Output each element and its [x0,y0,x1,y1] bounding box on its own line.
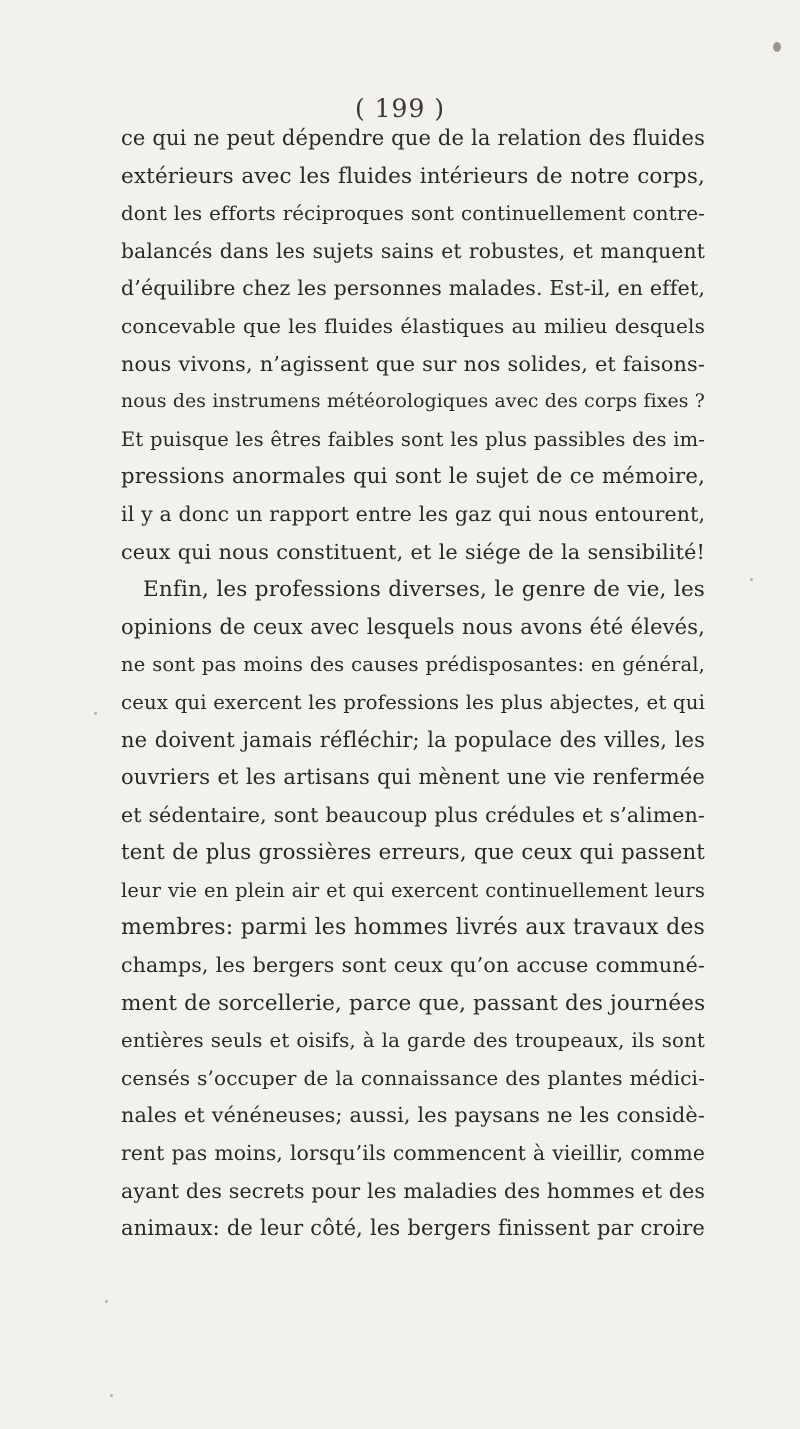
text-line: dont les efforts réciproques sont continuellement contre- [121,202,705,226]
page-number: ( 199 ) [354,94,446,123]
text-line: nales et vénéneuses; aussi, les paysans ne les considè- [121,1103,705,1128]
paper-speck [105,1300,108,1303]
text-line: ment de sorcellerie, parce que, passant des journées [121,990,706,1016]
text-line: concevable que les fluides élastiques au milieu desquels [121,313,705,338]
text-line: membres: parmi les hommes livrés aux travaux des [121,915,705,941]
text-line: ce qui ne peut dépendre que de la relation des fluides [121,126,705,150]
text-line: ouvriers et les artisans qui mènent une vie renfermée [121,765,705,790]
text-line: il y a donc un rapport entre les gaz qui nous entourent, [121,501,706,526]
text-line: Et puisque les êtres faibles sont les plus passibles des im- [121,427,705,451]
text-line: nous des instrumens météorologiques avec des corps fixes ? [121,391,705,413]
text-line: ceux qui exercent les professions les plus abjectes, et qui [121,690,706,714]
text-line: balancés dans les sujets sains et robustes, et manquent [121,238,705,263]
text-line: entières seuls et oisifs, à la garde des troupeaux, ils sont [121,1029,705,1053]
text-line: rent pas moins, lorsqu’ils commencent à vieillir, comme [121,1141,705,1166]
text-line: ne sont pas moins des causes prédisposantes: en général, [121,653,705,677]
paper-speck [773,42,781,52]
text-line: animaux: de leur côté, les bergers finissent par croire [121,1216,705,1241]
text-line: tent de plus grossières erreurs, que ceux qui passent [121,840,705,866]
text-line: nous vivons, n’agissent que sur nos solides, et faisons- [121,351,705,376]
text-line: opinions de ceux avec lesquels nous avons été élevés, [121,614,705,639]
paper-speck [94,712,97,715]
paper-speck [750,578,753,581]
text-line-indented: Enfin, les professions diverses, le genre de vie, les [143,577,705,603]
text-line: d’équilibre chez les personnes malades. Est-il, en effet, [121,276,705,301]
text-line: censés s’occuper de la connaissance des plantes médici- [121,1065,705,1090]
text-line: champs, les bergers sont ceux qu’on accuse communé- [121,953,705,978]
text-line: extérieurs avec les fluides intérieurs de notre corps, [121,163,705,189]
paper-speck [110,1394,113,1397]
text-line: ceux qui nous constituent, et le siége de la sensibilité! [121,539,705,564]
text-line: et sédentaire, sont beaucoup plus crédules et s’alimen- [121,802,705,827]
body-text [121,120,705,1248]
text-line: leur vie en plein air et qui exercent continuellement leurs [121,878,705,902]
text-line: ne doivent jamais réfléchir; la populace des villes, les [121,727,705,752]
text-line: pressions anormales qui sont le sujet de ce mémoire, [121,464,705,490]
text-line: ayant des secrets pour les maladies des hommes et des [121,1178,706,1203]
